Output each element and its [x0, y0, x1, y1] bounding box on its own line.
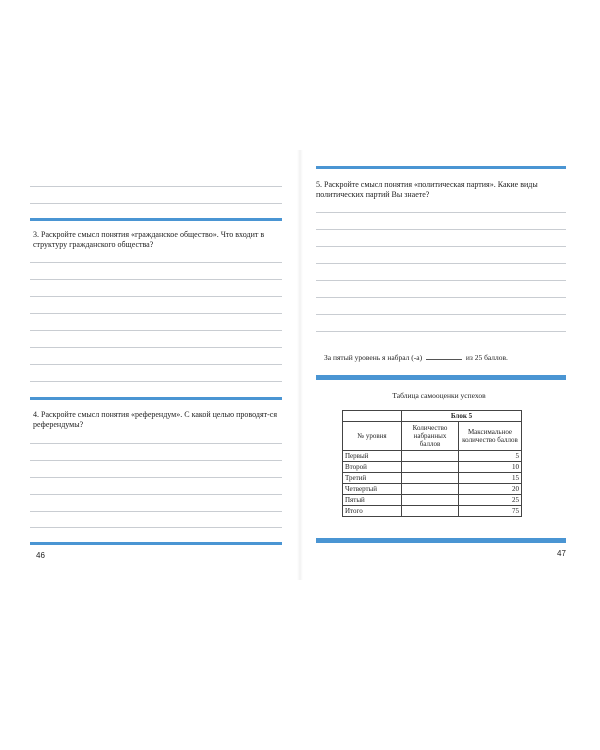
answer-line[interactable]: [316, 297, 566, 298]
answer-line[interactable]: [30, 477, 282, 478]
answer-line[interactable]: [30, 460, 282, 461]
table-block-title: Блок 5: [402, 411, 522, 422]
answer-line[interactable]: [30, 279, 282, 280]
answer-line[interactable]: [30, 527, 282, 528]
table-row: [343, 451, 522, 462]
row-earned[interactable]: [402, 506, 459, 517]
page-number-right: 47: [557, 549, 566, 558]
answer-line[interactable]: [316, 229, 566, 230]
answer-line[interactable]: [30, 262, 282, 263]
page-number-left: 46: [36, 551, 45, 560]
writing-line[interactable]: [30, 203, 282, 204]
left-page: [0, 0, 298, 750]
row-earned[interactable]: [402, 473, 459, 484]
question-4-text: 4. Раскройте смысл понятия «референдум». С какой целью проводят-ся референдумы?: [33, 410, 278, 429]
score-suffix: из 25 баллов.: [465, 353, 508, 362]
section-divider: [316, 166, 566, 169]
row-level: Второй: [343, 462, 402, 473]
answer-line[interactable]: [30, 381, 282, 382]
score-blank[interactable]: [426, 352, 462, 360]
table-corner: [343, 411, 402, 422]
table-caption: Таблица самооценки успехов: [392, 391, 486, 400]
score-statement: [324, 352, 508, 362]
answer-line[interactable]: [30, 494, 282, 495]
answer-line[interactable]: [316, 331, 566, 332]
section-divider: [30, 397, 282, 400]
section-divider: [316, 375, 566, 380]
table-row: [343, 462, 522, 473]
row-max: 10: [459, 462, 522, 473]
row-max: 15: [459, 473, 522, 484]
answer-line[interactable]: [30, 443, 282, 444]
answer-line[interactable]: [316, 314, 566, 315]
answer-line[interactable]: [316, 263, 566, 264]
row-earned[interactable]: [402, 462, 459, 473]
answer-line[interactable]: [30, 296, 282, 297]
row-level: Четвертый: [343, 484, 402, 495]
row-level: Итого: [343, 506, 402, 517]
section-divider: [316, 538, 566, 543]
header-earned: Количество набранных баллов: [402, 422, 459, 451]
answer-line[interactable]: [316, 246, 566, 247]
row-max: 25: [459, 495, 522, 506]
table-row: [343, 495, 522, 506]
row-earned[interactable]: [402, 484, 459, 495]
answer-line[interactable]: [30, 347, 282, 348]
self-assessment-table: [342, 410, 522, 517]
right-page: [302, 0, 600, 750]
table-row: [343, 484, 522, 495]
answer-line[interactable]: [316, 280, 566, 281]
question-5-text: 5. Раскройте смысл понятия «политическая партия». Какие виды политических партий Вы знаете?: [316, 180, 538, 199]
row-level: Пятый: [343, 495, 402, 506]
header-max: Максимальное количество баллов: [459, 422, 522, 451]
answer-line[interactable]: [30, 330, 282, 331]
row-earned[interactable]: [402, 451, 459, 462]
header-level: № уровня: [343, 422, 402, 451]
answer-line[interactable]: [30, 313, 282, 314]
writing-line[interactable]: [30, 186, 282, 187]
table-row: [343, 473, 522, 484]
row-earned[interactable]: [402, 495, 459, 506]
answer-line[interactable]: [30, 364, 282, 365]
table-row: [343, 506, 522, 517]
row-level: Первый: [343, 451, 402, 462]
answer-line[interactable]: [30, 511, 282, 512]
row-max: 5: [459, 451, 522, 462]
row-max: 20: [459, 484, 522, 495]
row-max: 75: [459, 506, 522, 517]
section-divider: [30, 542, 282, 545]
answer-line[interactable]: [316, 212, 566, 213]
section-divider: [30, 218, 282, 221]
row-level: Третий: [343, 473, 402, 484]
score-prefix: За пятый уровень я набрал (-а): [324, 353, 423, 362]
question-3-text: 3. Раскройте смысл понятия «гражданское общество». Что входит в структуру гражданского общества?: [33, 230, 265, 249]
